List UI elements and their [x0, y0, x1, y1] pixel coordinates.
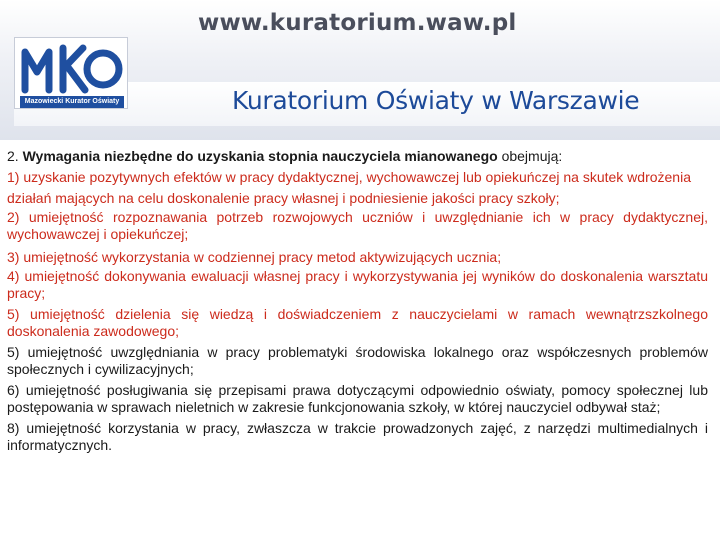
requirement-item-3: 3) umiejętność wykorzystania w codziennej pracy metod aktywizujących ucznia;: [7, 249, 502, 265]
site-url[interactable]: www.kuratorium.waw.pl: [198, 10, 517, 36]
content-body: [7, 146, 708, 458]
requirement-item-5: 5) umiejętność dzielenia się wiedzą i doświadczeniem z nauczycielami w ramach wewnątrzszkolnego doskonalenia zawodowego;: [7, 306, 708, 339]
intro-number: 2.: [7, 148, 19, 164]
page-title: Kuratorium Oświaty w Warszawie: [232, 86, 640, 115]
intro-tail: obejmują:: [501, 148, 563, 164]
logo-caption: Mazowiecki Kurator Oświaty: [20, 96, 124, 108]
mko-logo-icon: [21, 42, 123, 94]
intro-heading: Wymagania niezbędne do uzyskania stopnia nauczyciela mianowanego: [22, 148, 498, 164]
requirement-item-4: 4) umiejętność dokonywania ewaluacji własnej pracy i wykorzystywania jej wyników do doskonalenia warsztatu pracy;: [7, 268, 708, 301]
requirement-item-2: 2) umiejętność rozpoznawania potrzeb rozwojowych uczniów i uwzględnianie ich w pracy dydaktycznej, wychowawczej i opiekuńczej;: [7, 209, 708, 242]
requirement-item-7: 6) umiejętność posługiwania się przepisami prawa dotyczącymi odpowiednio oświaty, pomocy społecznej lub postępowania w sprawach nieletnich w zakresie funkcjonowania szkoły, w której nauczyciel odbywał staż;: [7, 382, 708, 415]
mko-logo[interactable]: [14, 37, 128, 109]
site-header: [0, 0, 720, 140]
requirement-item-6: 5) umiejętność uwzględniania w pracy problematyki środowiska lokalnego oraz współczesnych problemów społecznych i cywilizacyjnych;: [7, 344, 708, 377]
requirement-item-1: 1) uzyskanie pozytywnych efektów w pracy dydaktycznej, wychowawczej lub opiekuńczej na skutek wdrożenia działań mających na celu doskonalenie pracy własnej i podniesienie jakości pracy szkoły;: [7, 169, 691, 206]
requirement-item-8: 8) umiejętność korzystania w pracy, zwłaszcza w trakcie prowadzonych zajęć, z narzędzi multimedialnych i informatycznych.: [7, 420, 708, 453]
intro-line: [7, 146, 708, 167]
